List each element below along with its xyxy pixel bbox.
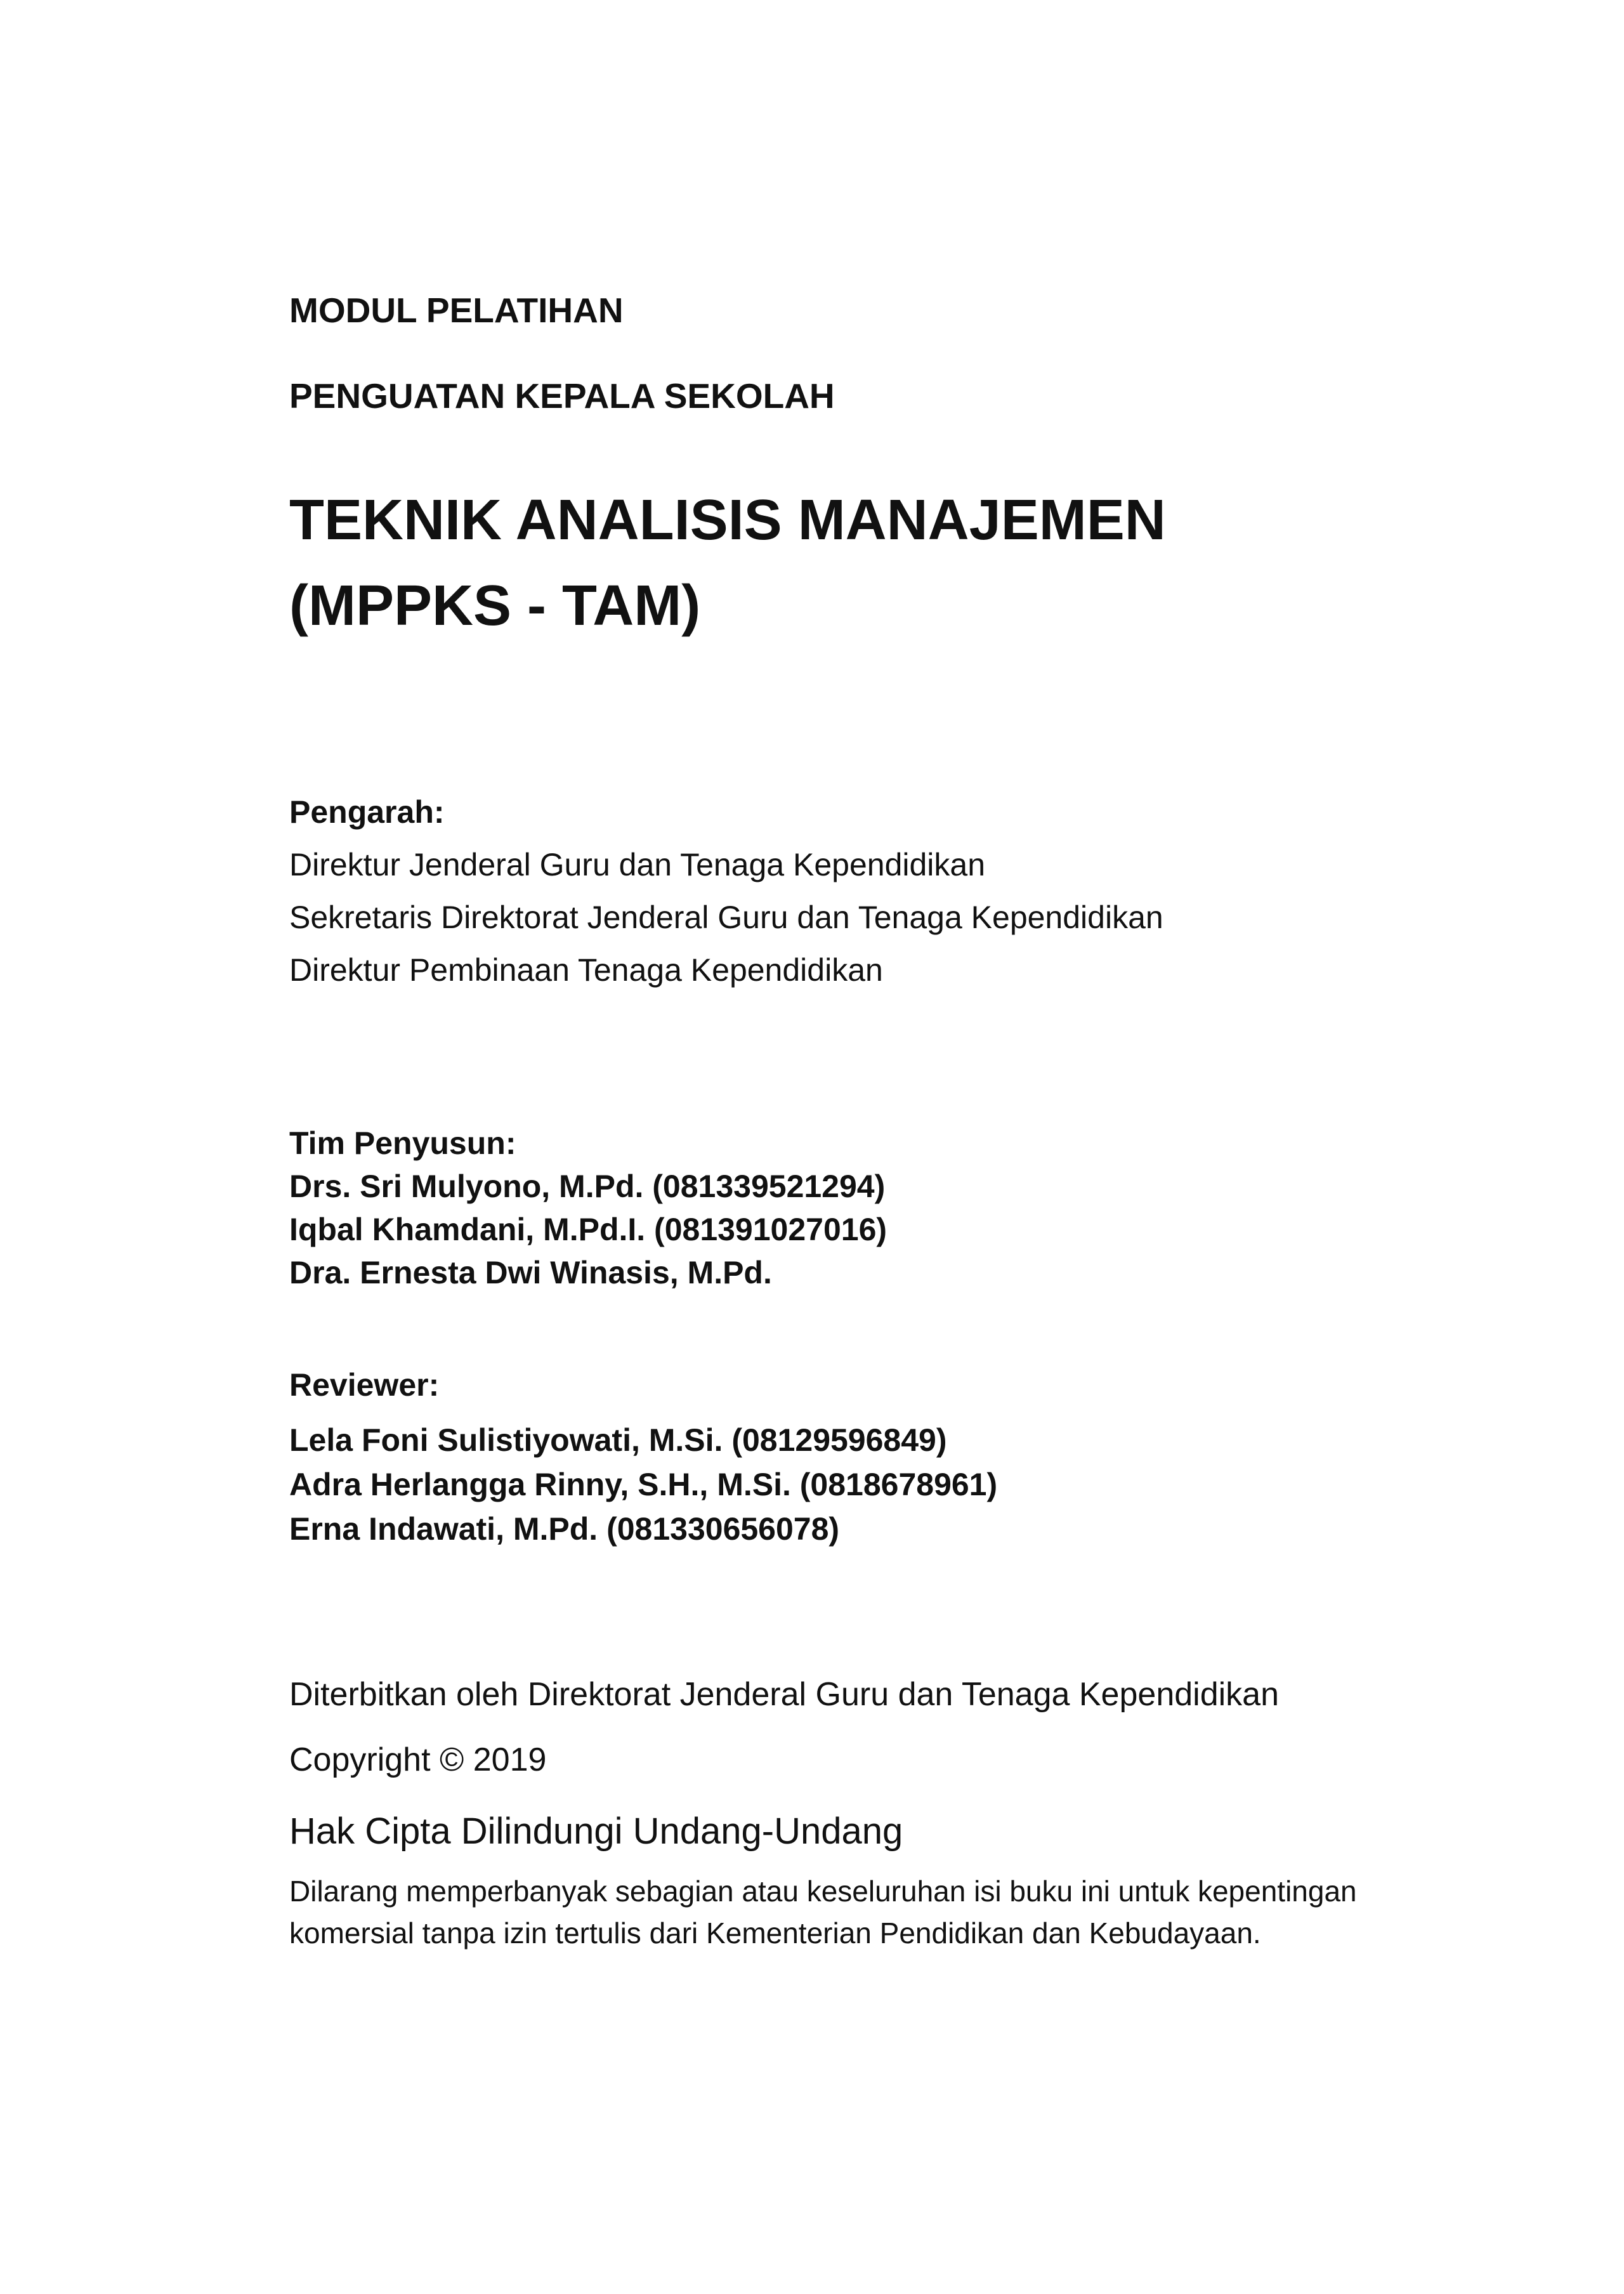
pre-title-program: PENGUATAN KEPALA SEKOLAH — [289, 376, 835, 416]
tim-penyusun-list — [289, 1170, 887, 1300]
pengarah-list — [289, 849, 1163, 1007]
tim-penyusun-item: Drs. Sri Mulyono, M.Pd. (081339521294) — [289, 1169, 886, 1204]
tim-penyusun-item: Dra. Ernesta Dwi Winasis, M.Pd. — [289, 1255, 772, 1290]
pengarah-item: Direktur Jenderal Guru dan Tenaga Kependidikan — [289, 847, 986, 882]
rights-statement: Hak Cipta Dilindungi Undang-Undang — [289, 1811, 903, 1852]
tim-penyusun-heading: Tim Penyusun: — [289, 1125, 516, 1161]
reviewer-list — [289, 1424, 997, 1557]
tim-penyusun-item: Iqbal Khamdani, M.Pd.I. (081391027016) — [289, 1212, 887, 1247]
disclaimer — [289, 1877, 1357, 1960]
reviewer-item: Adra Herlangga Rinny, S.H., M.Si. (0818678961) — [289, 1467, 998, 1502]
document-title-line-1: TEKNIK ANALISIS MANAJEMEN — [289, 488, 1166, 552]
pengarah-heading: Pengarah: — [289, 794, 445, 830]
pre-title-module: MODUL PELATIHAN — [289, 291, 624, 330]
document-title-line-2: (MPPKS - TAM) — [289, 574, 701, 638]
pengarah-item: Sekretaris Direktorat Jenderal Guru dan Tenaga Kependidikan — [289, 900, 1163, 935]
copyright-notice: Copyright © 2019 — [289, 1741, 547, 1778]
publisher-statement: Diterbitkan oleh Direktorat Jenderal Guru dan Tenaga Kependidikan — [289, 1676, 1280, 1713]
disclaimer-line: komersial tanpa izin tertulis dari Kementerian Pendidikan dan Kebudayaan. — [289, 1917, 1261, 1950]
reviewer-item: Lela Foni Sulistiyowati, M.Si. (08129596849) — [289, 1422, 947, 1458]
reviewer-item: Erna Indawati, M.Pd. (081330656078) — [289, 1511, 840, 1547]
pengarah-item: Direktur Pembinaan Tenaga Kependidikan — [289, 952, 883, 988]
reviewer-heading: Reviewer: — [289, 1367, 440, 1403]
disclaimer-line: Dilarang memperbanyak sebagian atau keseluruhan isi buku ini untuk kepentingan — [289, 1875, 1357, 1908]
